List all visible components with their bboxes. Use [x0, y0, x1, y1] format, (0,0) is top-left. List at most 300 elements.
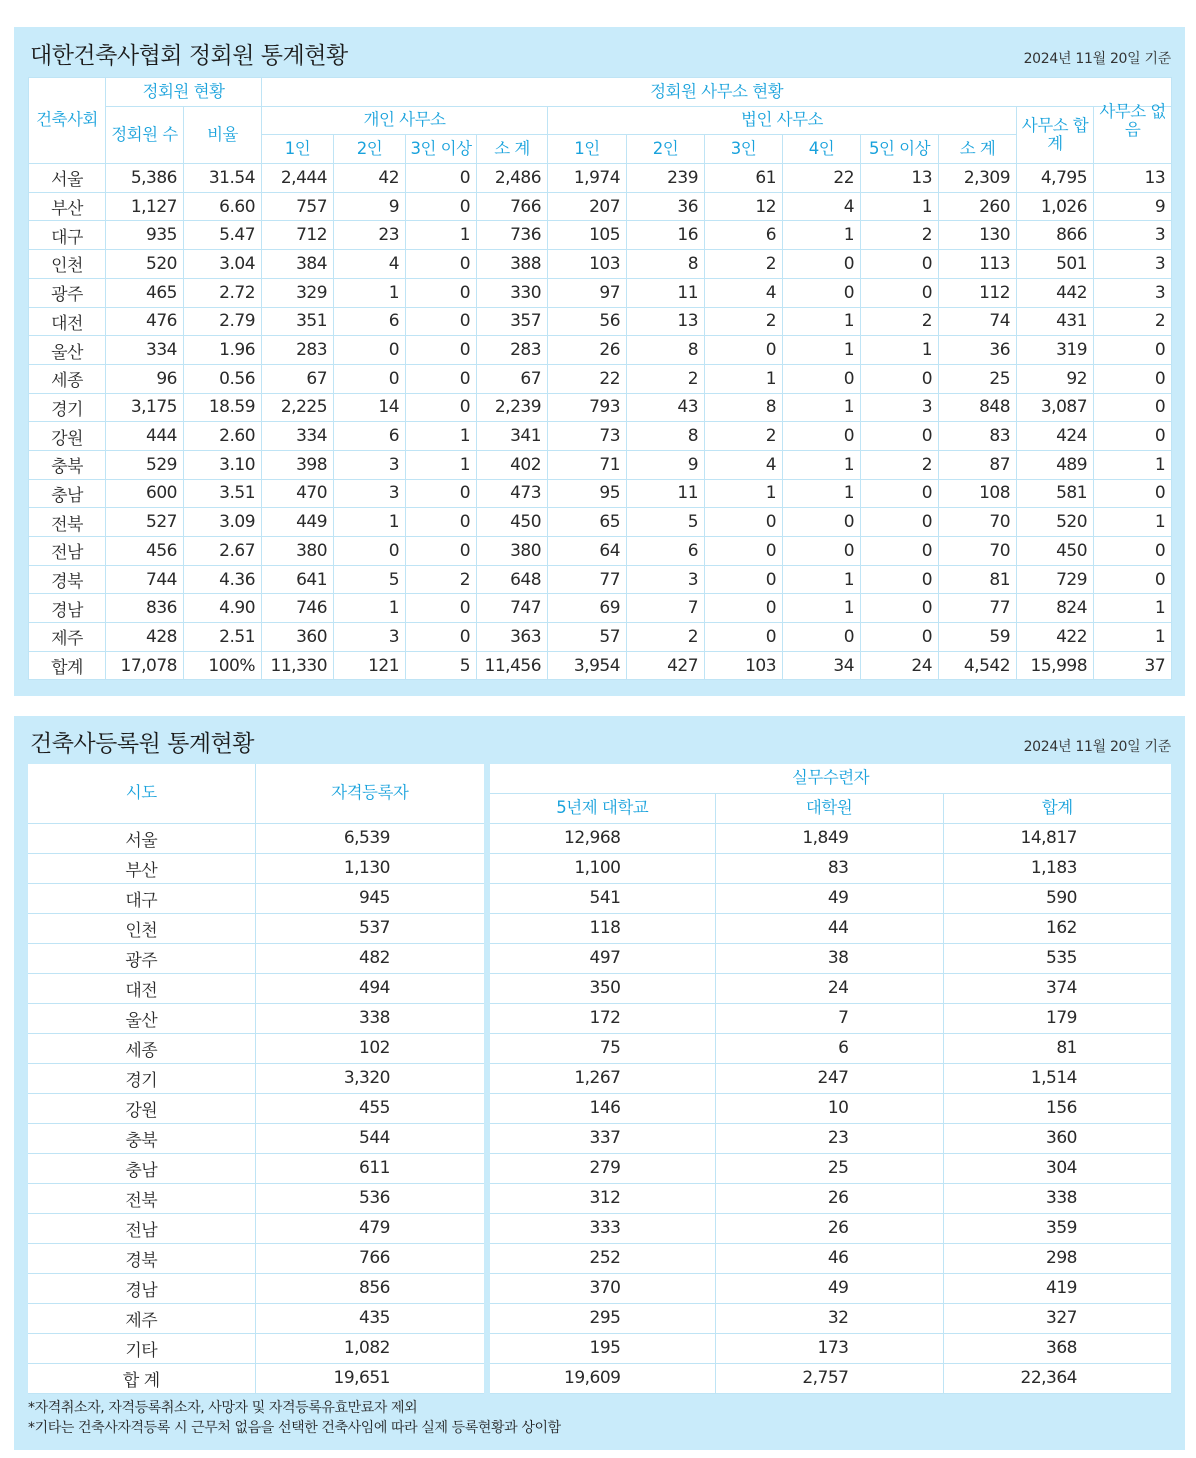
table-cell: 26 — [715, 1213, 943, 1243]
table-cell: 1 — [1094, 450, 1172, 479]
region-name: 경기 — [29, 393, 106, 422]
table-row — [29, 623, 1172, 652]
table-cell: 43 — [627, 393, 705, 422]
table-cell: 1 — [334, 278, 406, 307]
table-cell: 113 — [939, 250, 1017, 279]
table-row — [29, 221, 1172, 250]
table-cell: 744 — [106, 565, 184, 594]
table-cell: 374 — [943, 973, 1171, 1003]
table-cell: 298 — [943, 1243, 1171, 1273]
table-cell: 476 — [106, 307, 184, 336]
table-cell: 172 — [487, 1003, 715, 1033]
table-row — [28, 1303, 1171, 1333]
table-cell: 3 — [1094, 278, 1172, 307]
table-cell: 25 — [715, 1153, 943, 1183]
table-cell: 0 — [406, 250, 477, 279]
table-cell: 0 — [1094, 336, 1172, 365]
table-cell: 16 — [627, 221, 705, 250]
table-cell: 23 — [715, 1123, 943, 1153]
table-row — [29, 422, 1172, 451]
table-cell: 156 — [943, 1093, 1171, 1123]
table-cell: 5,386 — [106, 164, 184, 193]
sido-name: 대구 — [28, 883, 255, 913]
table-cell: 422 — [1017, 623, 1094, 652]
table-cell: 7 — [627, 594, 705, 623]
table-cell: 712 — [262, 221, 334, 250]
table-cell: 162 — [943, 913, 1171, 943]
table-row — [29, 594, 1172, 623]
table-cell: 108 — [939, 479, 1017, 508]
table-cell: 6 — [334, 422, 406, 451]
table-cell: 0 — [861, 364, 939, 393]
region-name: 인천 — [29, 250, 106, 279]
table-cell: 57 — [548, 623, 627, 652]
sido-name: 서울 — [28, 823, 255, 853]
table-cell: 77 — [939, 594, 1017, 623]
table-cell: 0 — [1094, 479, 1172, 508]
table-cell: 729 — [1017, 565, 1094, 594]
header-sido: 시도 — [28, 764, 255, 823]
table-cell: 419 — [943, 1273, 1171, 1303]
table-cell: 489 — [1017, 450, 1094, 479]
table-cell: 1 — [861, 336, 939, 365]
table-cell: 9 — [1094, 192, 1172, 221]
table-cell: 0 — [705, 594, 783, 623]
header-region: 건축사회 — [29, 78, 106, 164]
table-cell: 44 — [715, 913, 943, 943]
table-row — [28, 1273, 1171, 1303]
table-cell: 252 — [487, 1243, 715, 1273]
table-cell: 590 — [943, 883, 1171, 913]
table-row — [28, 853, 1171, 883]
table-cell: 6.60 — [184, 192, 262, 221]
table-cell: 541 — [487, 883, 715, 913]
table-cell: 1 — [783, 565, 861, 594]
table-cell: 25 — [939, 364, 1017, 393]
header-corp-4: 4인 — [783, 135, 861, 164]
table-cell: 81 — [939, 565, 1017, 594]
table-cell: 103 — [705, 651, 783, 680]
table-cell: 11,330 — [262, 651, 334, 680]
table-row — [28, 1243, 1171, 1273]
table-cell: 535 — [943, 943, 1171, 973]
table-row — [28, 1003, 1171, 1033]
table-cell: 9 — [627, 450, 705, 479]
table-cell: 283 — [262, 336, 334, 365]
table-cell: 2.67 — [184, 537, 262, 566]
table-cell: 444 — [106, 422, 184, 451]
table-cell: 6,539 — [255, 823, 487, 853]
table-row — [29, 164, 1172, 193]
header-corp-3: 3인 — [705, 135, 783, 164]
table-cell: 26 — [715, 1183, 943, 1213]
table-cell: 398 — [262, 450, 334, 479]
table-cell: 2 — [1094, 307, 1172, 336]
table-cell: 92 — [1017, 364, 1094, 393]
table-cell: 3 — [1094, 221, 1172, 250]
table-cell: 73 — [548, 422, 627, 451]
table-cell: 1,267 — [487, 1063, 715, 1093]
table-cell: 368 — [943, 1333, 1171, 1363]
table-cell: 497 — [487, 943, 715, 973]
table-cell: 1 — [334, 594, 406, 623]
member-stats-title: 대한건축사협회 정회원 통계현황 — [30, 43, 348, 69]
table-cell: 1 — [783, 221, 861, 250]
region-name: 충북 — [29, 450, 106, 479]
header-office-total: 사무소 합계 — [1017, 106, 1094, 163]
table-cell: 2 — [705, 250, 783, 279]
table-cell: 363 — [477, 623, 548, 652]
table-cell: 3 — [1094, 250, 1172, 279]
table-cell: 1 — [783, 594, 861, 623]
table-cell: 0 — [406, 278, 477, 307]
table-row — [29, 307, 1172, 336]
header-corporate-office: 법인 사무소 — [548, 106, 1017, 135]
table-cell: 37 — [1094, 651, 1172, 680]
table-cell: 4 — [705, 450, 783, 479]
table-cell: 64 — [548, 537, 627, 566]
region-name: 제주 — [29, 623, 106, 652]
region-name: 세종 — [29, 364, 106, 393]
table-cell: 8 — [705, 393, 783, 422]
table-cell: 4 — [783, 192, 861, 221]
table-cell: 520 — [106, 250, 184, 279]
table-cell: 0 — [783, 537, 861, 566]
table-cell: 12,968 — [487, 823, 715, 853]
member-stats-panel — [14, 27, 1185, 696]
table-cell: 3.51 — [184, 479, 262, 508]
table-cell: 83 — [939, 422, 1017, 451]
table-cell: 5.47 — [184, 221, 262, 250]
table-cell: 12 — [705, 192, 783, 221]
table-row — [29, 393, 1172, 422]
table-cell: 2 — [406, 565, 477, 594]
table-cell: 22,364 — [943, 1363, 1171, 1393]
table-cell: 1,974 — [548, 164, 627, 193]
table-cell: 83 — [715, 853, 943, 883]
table-row — [29, 537, 1172, 566]
footnotes — [28, 1398, 561, 1438]
table-cell: 736 — [477, 221, 548, 250]
region-name: 합계 — [29, 651, 106, 680]
table-cell: 327 — [943, 1303, 1171, 1333]
table-cell: 26 — [548, 336, 627, 365]
table-cell: 1 — [406, 450, 477, 479]
table-cell: 31.54 — [184, 164, 262, 193]
table-cell: 536 — [255, 1183, 487, 1213]
table-cell: 2 — [861, 450, 939, 479]
sido-name: 전북 — [28, 1183, 255, 1213]
table-row — [29, 508, 1172, 537]
sido-name: 경기 — [28, 1063, 255, 1093]
table-cell: 18.59 — [184, 393, 262, 422]
table-cell: 22 — [548, 364, 627, 393]
table-cell: 49 — [715, 1273, 943, 1303]
table-cell: 431 — [1017, 307, 1094, 336]
table-row — [29, 479, 1172, 508]
table-cell: 1 — [783, 307, 861, 336]
table-cell: 9 — [334, 192, 406, 221]
table-cell: 13 — [861, 164, 939, 193]
table-cell: 527 — [106, 508, 184, 537]
table-cell: 0 — [406, 192, 477, 221]
table-cell: 11 — [627, 479, 705, 508]
header-individual-office: 개인 사무소 — [262, 106, 548, 135]
table-cell: 3 — [627, 565, 705, 594]
table-cell: 537 — [255, 913, 487, 943]
member-stats-date: 2024년 11월 20일 기준 — [1023, 51, 1171, 67]
table-cell: 5 — [334, 565, 406, 594]
header-ind-2: 2인 — [334, 135, 406, 164]
table-cell: 766 — [477, 192, 548, 221]
table-cell: 69 — [548, 594, 627, 623]
table-cell: 3.09 — [184, 508, 262, 537]
table-cell: 0 — [406, 364, 477, 393]
table-cell: 67 — [477, 364, 548, 393]
table-cell: 14,817 — [943, 823, 1171, 853]
table-cell: 4 — [705, 278, 783, 307]
footnote-1: *자격취소자, 자격등록취소자, 사망자 및 자격등록유효만료자 제외 — [28, 1400, 418, 1416]
table-cell: 600 — [106, 479, 184, 508]
sido-name: 인천 — [28, 913, 255, 943]
table-cell: 2.79 — [184, 307, 262, 336]
region-name: 대전 — [29, 307, 106, 336]
table-cell: 0 — [783, 623, 861, 652]
table-cell: 2 — [705, 422, 783, 451]
table-cell: 338 — [255, 1003, 487, 1033]
table-cell: 22 — [783, 164, 861, 193]
table-row — [28, 973, 1171, 1003]
table-cell: 329 — [262, 278, 334, 307]
region-name: 서울 — [29, 164, 106, 193]
table-cell: 2,444 — [262, 164, 334, 193]
table-cell: 341 — [477, 422, 548, 451]
table-cell: 42 — [334, 164, 406, 193]
table-cell: 0 — [861, 479, 939, 508]
table-cell: 0 — [783, 278, 861, 307]
table-cell: 0 — [406, 623, 477, 652]
table-cell: 2,225 — [262, 393, 334, 422]
table-row — [28, 883, 1171, 913]
table-cell: 334 — [262, 422, 334, 451]
table-cell: 19,651 — [255, 1363, 487, 1393]
header-ind-3plus: 3인 이상 — [406, 135, 477, 164]
header-qualified: 자격등록자 — [255, 764, 487, 823]
region-name: 전북 — [29, 508, 106, 537]
table-cell: 5 — [627, 508, 705, 537]
table-cell: 3,087 — [1017, 393, 1094, 422]
table-row — [28, 1153, 1171, 1183]
table-cell: 334 — [106, 336, 184, 365]
table-cell: 6 — [715, 1033, 943, 1063]
table-row — [28, 943, 1171, 973]
table-cell: 1,026 — [1017, 192, 1094, 221]
table-cell: 34 — [783, 651, 861, 680]
table-cell: 97 — [548, 278, 627, 307]
table-cell: 3,954 — [548, 651, 627, 680]
sido-name: 경북 — [28, 1243, 255, 1273]
table-cell: 24 — [715, 973, 943, 1003]
sido-name: 제주 — [28, 1303, 255, 1333]
table-cell: 2,239 — [477, 393, 548, 422]
table-row — [28, 1063, 1171, 1093]
table-cell: 1,514 — [943, 1063, 1171, 1093]
sido-name: 합 계 — [28, 1363, 255, 1393]
table-cell: 0 — [783, 364, 861, 393]
table-cell: 450 — [477, 508, 548, 537]
table-cell: 1 — [334, 508, 406, 537]
table-cell: 0 — [861, 508, 939, 537]
table-cell: 0.56 — [184, 364, 262, 393]
table-cell: 4.90 — [184, 594, 262, 623]
table-row — [28, 1123, 1171, 1153]
table-cell: 96 — [106, 364, 184, 393]
table-cell: 2,309 — [939, 164, 1017, 193]
table-cell: 102 — [255, 1033, 487, 1063]
table-cell: 312 — [487, 1183, 715, 1213]
table-cell: 360 — [943, 1123, 1171, 1153]
table-cell: 13 — [627, 307, 705, 336]
table-row — [29, 651, 1172, 680]
table-cell: 0 — [783, 422, 861, 451]
table-cell: 3.10 — [184, 450, 262, 479]
table-row — [29, 250, 1172, 279]
table-row — [29, 192, 1172, 221]
table-cell: 146 — [487, 1093, 715, 1123]
table-cell: 350 — [487, 973, 715, 1003]
table-cell: 360 — [262, 623, 334, 652]
table-cell: 247 — [715, 1063, 943, 1093]
table-cell: 2 — [861, 307, 939, 336]
table-cell: 0 — [705, 537, 783, 566]
table-cell: 520 — [1017, 508, 1094, 537]
table-cell: 1 — [705, 364, 783, 393]
table-cell: 470 — [262, 479, 334, 508]
table-cell: 260 — [939, 192, 1017, 221]
table-row — [28, 1183, 1171, 1213]
table-cell: 4,542 — [939, 651, 1017, 680]
table-cell: 7 — [715, 1003, 943, 1033]
table-cell: 38 — [715, 943, 943, 973]
table-cell: 46 — [715, 1243, 943, 1273]
table-cell: 0 — [861, 278, 939, 307]
table-cell: 1 — [783, 450, 861, 479]
table-cell: 501 — [1017, 250, 1094, 279]
table-cell: 75 — [487, 1033, 715, 1063]
table-cell: 351 — [262, 307, 334, 336]
header-office-status: 정회원 사무소 현황 — [262, 78, 1172, 107]
table-cell: 100% — [184, 651, 262, 680]
table-cell: 70 — [939, 508, 1017, 537]
table-cell: 23 — [334, 221, 406, 250]
table-cell: 479 — [255, 1213, 487, 1243]
table-cell: 848 — [939, 393, 1017, 422]
table-cell: 465 — [106, 278, 184, 307]
table-cell: 2 — [627, 364, 705, 393]
table-cell: 8 — [627, 250, 705, 279]
region-name: 대구 — [29, 221, 106, 250]
table-cell: 2 — [705, 307, 783, 336]
table-cell: 611 — [255, 1153, 487, 1183]
table-cell: 746 — [262, 594, 334, 623]
table-cell: 0 — [705, 565, 783, 594]
table-cell: 56 — [548, 307, 627, 336]
table-cell: 1 — [783, 393, 861, 422]
table-cell: 473 — [477, 479, 548, 508]
table-cell: 59 — [939, 623, 1017, 652]
table-cell: 0 — [334, 336, 406, 365]
table-cell: 15,998 — [1017, 651, 1094, 680]
table-row — [28, 823, 1171, 853]
table-cell: 766 — [255, 1243, 487, 1273]
table-cell: 333 — [487, 1213, 715, 1243]
table-cell: 0 — [1094, 422, 1172, 451]
sido-name: 기타 — [28, 1333, 255, 1363]
table-cell: 0 — [406, 307, 477, 336]
table-cell: 8 — [627, 422, 705, 451]
table-cell: 1 — [1094, 594, 1172, 623]
table-cell: 0 — [705, 336, 783, 365]
table-cell: 1 — [406, 221, 477, 250]
table-cell: 173 — [715, 1333, 943, 1363]
header-member-count: 정회원 수 — [106, 106, 184, 163]
table-cell: 793 — [548, 393, 627, 422]
table-cell: 0 — [861, 250, 939, 279]
table-cell: 4 — [334, 250, 406, 279]
header-corp-subtotal: 소 계 — [939, 135, 1017, 164]
table-cell: 3.04 — [184, 250, 262, 279]
table-cell: 1,082 — [255, 1333, 487, 1363]
table-cell: 2 — [861, 221, 939, 250]
table-cell: 1,100 — [487, 853, 715, 883]
registrant-stats-table — [28, 764, 1171, 1394]
footnote-2: *기타는 건축사자격등록 시 근무처 없음을 선택한 건축사임에 따라 실제 등록현황과 상이함 — [28, 1420, 561, 1436]
sido-name: 부산 — [28, 853, 255, 883]
sido-name: 대전 — [28, 973, 255, 1003]
table-cell: 0 — [1094, 364, 1172, 393]
table-cell: 0 — [861, 623, 939, 652]
table-cell: 384 — [262, 250, 334, 279]
table-cell: 0 — [334, 537, 406, 566]
table-cell: 103 — [548, 250, 627, 279]
table-cell: 112 — [939, 278, 1017, 307]
table-cell: 87 — [939, 450, 1017, 479]
table-cell: 836 — [106, 594, 184, 623]
region-name: 경북 — [29, 565, 106, 594]
table-cell: 3 — [334, 450, 406, 479]
table-cell: 70 — [939, 537, 1017, 566]
table-row — [28, 1093, 1171, 1123]
header-ratio: 비율 — [184, 106, 262, 163]
table-cell: 0 — [406, 508, 477, 537]
table-cell: 455 — [255, 1093, 487, 1123]
table-cell: 0 — [705, 508, 783, 537]
table-cell: 330 — [477, 278, 548, 307]
table-cell: 641 — [262, 565, 334, 594]
header-corp-2: 2인 — [627, 135, 705, 164]
table-cell: 866 — [1017, 221, 1094, 250]
table-cell: 482 — [255, 943, 487, 973]
registrant-stats-date: 2024년 11월 20일 기준 — [1023, 739, 1171, 755]
table-cell: 130 — [939, 221, 1017, 250]
header-corp-1: 1인 — [548, 135, 627, 164]
table-cell: 36 — [627, 192, 705, 221]
table-cell: 118 — [487, 913, 715, 943]
table-cell: 0 — [406, 594, 477, 623]
sido-name: 전남 — [28, 1213, 255, 1243]
header-ind-1: 1인 — [262, 135, 334, 164]
table-cell: 61 — [705, 164, 783, 193]
